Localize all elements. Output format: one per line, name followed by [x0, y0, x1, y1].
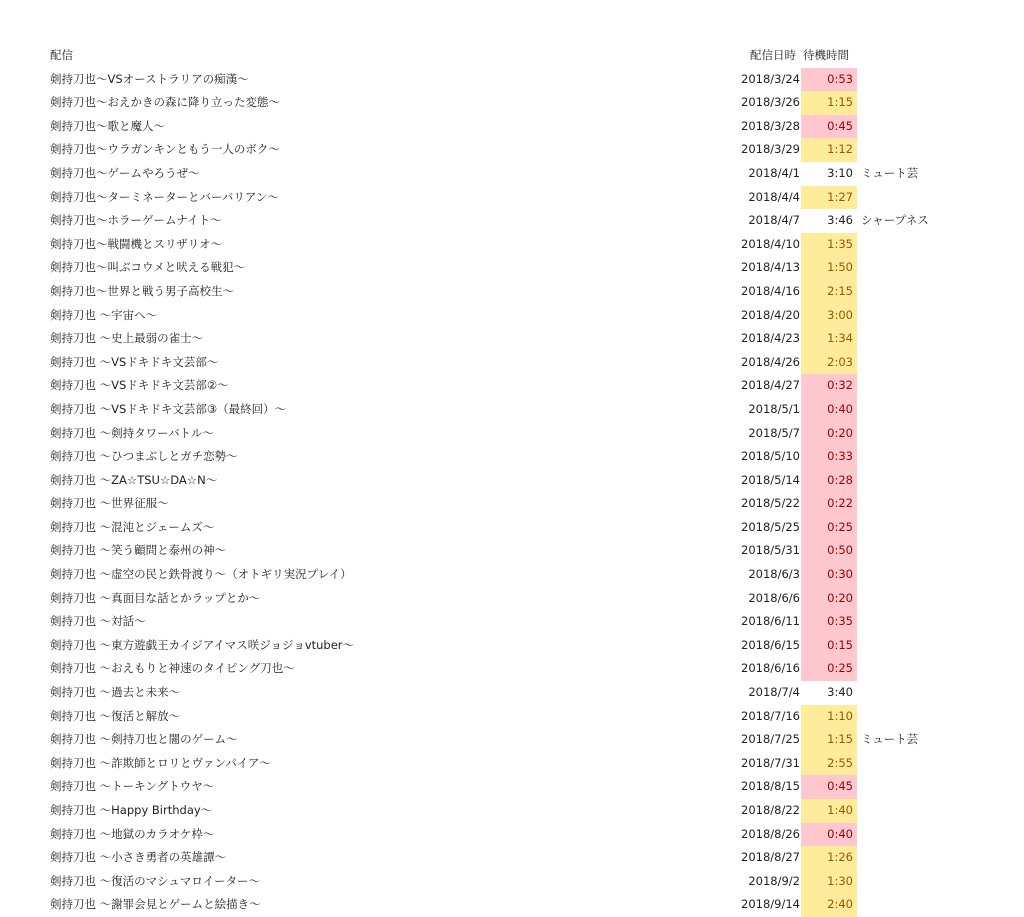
- cell-title[interactable]: 剣持刀也 ～地獄のカラオケ枠～: [50, 826, 215, 841]
- table-row: [0, 233, 1024, 257]
- table-row: [0, 893, 1024, 917]
- cell-wait[interactable]: 3:46: [827, 213, 853, 228]
- table-row: [0, 186, 1024, 210]
- table-row: [0, 162, 1024, 186]
- cell-wait[interactable]: 0:22: [801, 492, 857, 516]
- cell-title[interactable]: 剣持刀也 ～対話～: [50, 614, 146, 629]
- table-row: [0, 634, 1024, 658]
- cell-date[interactable]: 2018/9/2: [748, 873, 800, 888]
- cell-date[interactable]: 2018/5/1: [748, 401, 800, 416]
- cell-date[interactable]: 2018/3/26: [741, 95, 800, 110]
- cell-wait[interactable]: 1:30: [801, 870, 857, 894]
- cell-title[interactable]: 剣持刀也 ～真面目な話とかラップとか～: [50, 590, 261, 605]
- cell-date[interactable]: 2018/6/15: [741, 637, 800, 652]
- table-row: [0, 492, 1024, 516]
- cell-wait[interactable]: 0:25: [801, 516, 857, 540]
- table-row: [0, 115, 1024, 139]
- cell-date[interactable]: 2018/4/26: [741, 354, 800, 369]
- cell-date[interactable]: 2018/4/10: [741, 236, 800, 251]
- cell-title[interactable]: 剣持刀也 ～おえもりと神速のタイピング刀也～: [50, 661, 295, 676]
- table-row: [0, 681, 1024, 705]
- cell-title[interactable]: 剣持刀也 ～宇宙へ～: [50, 307, 158, 322]
- cell-wait[interactable]: 1:15: [801, 91, 857, 115]
- table-body: [0, 68, 1024, 917]
- cell-wait[interactable]: 2:03: [801, 351, 857, 375]
- cell-date[interactable]: 2018/4/27: [741, 378, 800, 393]
- cell-title[interactable]: 剣持刀也 ～復活と解放～: [50, 708, 181, 723]
- table-row: [0, 398, 1024, 422]
- table-row: [0, 846, 1024, 870]
- cell-wait[interactable]: 0:30: [801, 563, 857, 587]
- cell-date[interactable]: 2018/4/13: [741, 260, 800, 275]
- table-row: [0, 799, 1024, 823]
- table-row: [0, 91, 1024, 115]
- cell-title[interactable]: 剣持刀也 ～混沌とジェームズ～: [50, 519, 215, 534]
- cell-wait[interactable]: 2:15: [801, 280, 857, 304]
- column-header-date[interactable]: 配信日時: [750, 48, 796, 62]
- cell-wait[interactable]: 1:50: [801, 256, 857, 280]
- cell-note[interactable]: ミュート芸: [861, 165, 919, 180]
- cell-date[interactable]: 2018/4/20: [741, 307, 800, 322]
- cell-title[interactable]: 剣持刀也～おえかきの森に降り立った変態～: [50, 95, 280, 110]
- table-row: [0, 445, 1024, 469]
- cell-title[interactable]: 剣持刀也 ～剣持刀也と闇のゲーム～: [50, 732, 238, 747]
- table-row: [0, 657, 1024, 681]
- table-row: [0, 304, 1024, 328]
- table-row: [0, 563, 1024, 587]
- cell-wait[interactable]: 1:26: [801, 846, 857, 870]
- cell-wait[interactable]: 3:10: [827, 165, 853, 180]
- cell-note[interactable]: シャープネス: [861, 213, 929, 228]
- cell-title[interactable]: 剣持刀也 ～過去と未来～: [50, 685, 181, 700]
- cell-date[interactable]: 2018/5/10: [741, 449, 800, 464]
- cell-wait[interactable]: 0:33: [801, 445, 857, 469]
- cell-date[interactable]: 2018/9/14: [741, 897, 800, 912]
- cell-date[interactable]: 2018/6/3: [748, 567, 800, 582]
- cell-title[interactable]: 剣持刀也 ～詐欺師とロリとヴァンパイア～: [50, 755, 271, 770]
- table-row: [0, 422, 1024, 446]
- table-row: [0, 870, 1024, 894]
- column-header-title[interactable]: 配信: [50, 48, 73, 62]
- cell-date[interactable]: 2018/8/26: [741, 826, 800, 841]
- cell-title[interactable]: 剣持刀也～世界と戦う男子高校生～: [50, 283, 234, 298]
- cell-title[interactable]: 剣持刀也～ホラーゲームナイト～: [50, 213, 222, 228]
- cell-wait[interactable]: 0:53: [801, 68, 857, 92]
- cell-wait[interactable]: 3:00: [801, 304, 857, 328]
- cell-wait[interactable]: 0:32: [801, 374, 857, 398]
- cell-wait[interactable]: 0:20: [801, 587, 857, 611]
- cell-title[interactable]: 剣持刀也～ウラガンキンともう一人のボク～: [50, 142, 280, 157]
- cell-wait[interactable]: 1:34: [801, 327, 857, 351]
- cell-title[interactable]: 剣持刀也 ～VSドキドキ文芸部～: [50, 354, 219, 369]
- cell-wait[interactable]: 0:45: [801, 115, 857, 139]
- cell-title[interactable]: 剣持刀也 ～ZA☆TSU☆DA☆N～: [50, 472, 218, 487]
- cell-wait[interactable]: 0:50: [801, 539, 857, 563]
- cell-date[interactable]: 2018/4/7: [748, 213, 800, 228]
- table-row: [0, 138, 1024, 162]
- cell-wait[interactable]: 0:35: [801, 610, 857, 634]
- cell-wait[interactable]: 0:45: [801, 775, 857, 799]
- table-row: [0, 539, 1024, 563]
- cell-wait[interactable]: 1:35: [801, 233, 857, 257]
- table-row: [0, 823, 1024, 847]
- table-row: [0, 587, 1024, 611]
- cell-title[interactable]: 剣持刀也 ～VSドキドキ文芸部②～: [50, 378, 229, 393]
- table-row: [0, 516, 1024, 540]
- cell-title[interactable]: 剣持刀也～ゲームやろうぜ～: [50, 165, 200, 180]
- cell-title[interactable]: 剣持刀也 ～虚空の民と鉄骨渡り～（オトギリ実況プレイ）: [50, 567, 352, 582]
- cell-title[interactable]: 剣持刀也 ～小さき勇者の英雄譚～: [50, 850, 227, 865]
- cell-title[interactable]: 剣持刀也 ～謝罪会見とゲームと絵描き～: [50, 897, 261, 912]
- column-header-wait[interactable]: 待機時間: [803, 48, 849, 62]
- cell-date[interactable]: 2018/6/6: [748, 590, 800, 605]
- header-row: [0, 44, 1024, 68]
- table-row: [0, 610, 1024, 634]
- spreadsheet: [0, 44, 1024, 917]
- table-row: [0, 68, 1024, 92]
- cell-title[interactable]: 剣持刀也 ～VSドキドキ文芸部③（最終回）～: [50, 401, 287, 416]
- cell-date[interactable]: 2018/8/15: [741, 779, 800, 794]
- cell-date[interactable]: 2018/4/4: [748, 189, 800, 204]
- cell-wait[interactable]: 0:40: [801, 823, 857, 847]
- cell-date[interactable]: 2018/3/28: [741, 118, 800, 133]
- table-row: [0, 374, 1024, 398]
- cell-title[interactable]: 剣持刀也 ～トーキングトウヤ～: [50, 779, 215, 794]
- table-row: [0, 469, 1024, 493]
- cell-wait[interactable]: 0:20: [801, 422, 857, 446]
- cell-date[interactable]: 2018/5/25: [741, 519, 800, 534]
- cell-wait[interactable]: 1:12: [801, 138, 857, 162]
- cell-title[interactable]: 剣持刀也 ～ひつまぶしとガチ恋勢～: [50, 449, 238, 464]
- cell-date[interactable]: 2018/5/31: [741, 543, 800, 558]
- cell-title[interactable]: 剣持刀也 ～復活のマシュマロイーター～: [50, 873, 261, 888]
- cell-date[interactable]: 2018/8/22: [741, 803, 800, 817]
- cell-wait[interactable]: 1:40: [801, 799, 857, 823]
- cell-date[interactable]: 2018/4/16: [741, 283, 800, 298]
- cell-date[interactable]: 2018/5/22: [741, 496, 800, 511]
- table-row: [0, 256, 1024, 280]
- cell-wait[interactable]: 1:27: [801, 186, 857, 210]
- cell-title[interactable]: 剣持刀也 ～史上最弱の雀士～: [50, 331, 204, 346]
- cell-date[interactable]: 2018/7/25: [741, 732, 800, 747]
- table-row: [0, 752, 1024, 776]
- cell-date[interactable]: 2018/4/1: [748, 165, 800, 180]
- cell-date[interactable]: 2018/6/11: [741, 614, 800, 629]
- cell-wait[interactable]: 0:40: [801, 398, 857, 422]
- cell-title[interactable]: 剣持刀也 ～剣持タワーバトル～: [50, 425, 214, 440]
- table-row: [0, 775, 1024, 799]
- cell-title[interactable]: 剣持刀也 ～世界征服～: [50, 496, 169, 511]
- cell-date[interactable]: 2018/7/4: [748, 685, 800, 700]
- cell-date[interactable]: 2018/5/7: [748, 425, 800, 440]
- cell-wait[interactable]: 0:15: [801, 634, 857, 658]
- cell-wait[interactable]: 1:15: [801, 728, 857, 752]
- table-row: [0, 209, 1024, 233]
- cell-title[interactable]: 剣持刀也 ～笑う顧問と泰州の神～: [50, 543, 227, 558]
- table-row: [0, 728, 1024, 752]
- cell-title[interactable]: 剣持刀也～VSオーストラリアの痴漢～: [50, 71, 249, 86]
- cell-date[interactable]: 2018/3/29: [741, 142, 800, 157]
- cell-title[interactable]: 剣持刀也 ～Happy Birthday～: [50, 803, 213, 817]
- cell-date[interactable]: 2018/4/23: [741, 331, 800, 346]
- cell-title[interactable]: 剣持刀也～戦闘機とスリザリオ～: [50, 236, 223, 251]
- cell-title[interactable]: 剣持刀也～叫ぶコウメと吠える戦犯～: [50, 260, 246, 275]
- cell-date[interactable]: 2018/5/14: [741, 472, 800, 487]
- cell-title[interactable]: 剣持刀也～歌と魔人～: [50, 118, 165, 133]
- cell-date[interactable]: 2018/7/31: [741, 755, 800, 770]
- cell-wait[interactable]: 0:25: [801, 657, 857, 681]
- cell-date[interactable]: 2018/3/24: [741, 71, 800, 86]
- cell-wait[interactable]: 0:28: [801, 469, 857, 493]
- cell-wait[interactable]: 1:10: [801, 705, 857, 729]
- cell-title[interactable]: 剣持刀也 ～東方遊戯王カイジアイマス咲ジョジョvtuber～: [50, 637, 355, 652]
- cell-wait[interactable]: 2:40: [801, 893, 857, 917]
- table-row: [0, 327, 1024, 351]
- table-row: [0, 705, 1024, 729]
- cell-date[interactable]: 2018/7/16: [741, 708, 800, 723]
- cell-wait[interactable]: 2:55: [801, 752, 857, 776]
- cell-wait[interactable]: 3:40: [827, 685, 853, 700]
- cell-note[interactable]: ミュート芸: [861, 732, 919, 747]
- cell-date[interactable]: 2018/6/16: [741, 661, 800, 676]
- cell-date[interactable]: 2018/8/27: [741, 850, 800, 865]
- table-row: [0, 351, 1024, 375]
- table-row: [0, 280, 1024, 304]
- cell-title[interactable]: 剣持刀也～ターミネーターとバーバリアン～: [50, 189, 279, 204]
